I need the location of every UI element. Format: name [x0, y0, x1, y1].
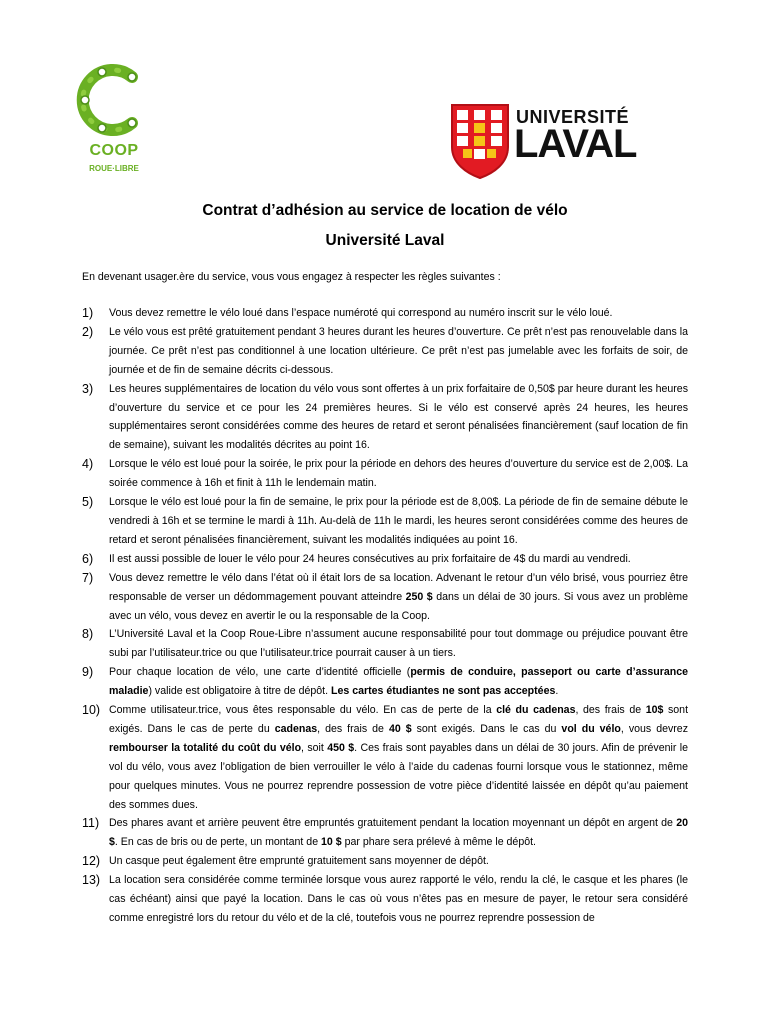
rule-text: , des frais de: [575, 704, 646, 717]
coop-roue-libre-logo: [74, 60, 154, 180]
rule-text: Le vélo vous est prêté gratuitement pendant 3 heures durant les heures d’ouverture. Ce prêt n’est pas renouvelable dans la journée. Ce prêt n’est pas conditionnel à une location ultérieure. Ce prêt n’est pas jumelable avec les forfaits de soir, de journée et de fin de semaine décrits ci-dessous.: [109, 325, 688, 376]
bike-chain-logo-icon: [74, 60, 154, 140]
rule-number: 7): [82, 570, 94, 585]
rule-item: [82, 493, 688, 550]
rule-number: 3): [82, 381, 94, 396]
coop-logo-word: COOP: [89, 142, 139, 159]
shield-crest-icon: [450, 103, 510, 179]
rule-emphasis: 40 $: [388, 722, 412, 735]
rule-text: Comme utilisateur.trice, vous êtes responsable du vélo. En cas de perte de la: [109, 704, 497, 717]
rule-emphasis: rembourser la totalité du coût du vélo: [109, 741, 302, 754]
rule-item: [82, 814, 688, 852]
rule-item: [82, 701, 688, 814]
rule-text: par phare sera prélevé à même le dépôt.: [341, 836, 536, 849]
ul-logo-word1: UNIVERSITÉ: [516, 107, 630, 127]
intro-text: En devenant usager.ère du service, vous vous engagez à respecter les règles suivantes :: [82, 271, 501, 283]
rule-text: Il est aussi possible de louer le vélo pour 24 heures consécutives au prix forfaitaire de 4$ du mardi au vendredi.: [109, 552, 631, 565]
rule-text: , vous devrez: [620, 722, 688, 735]
rule-number: 10): [82, 703, 101, 718]
rule-text: Lorsque le vélo est loué pour la fin de semaine, le prix pour la période est de 8,00$. La période de fin de semaine débute le vendredi à 16h et se termine le mardi à 11h. Au-delà de 11h le mardi, les heures seront considérées comme des heures de retard et seront pénalisées financièrement, suivant les modalités indiquées au point 16.: [109, 496, 688, 546]
rule-text: , des frais de: [317, 722, 389, 735]
rule-number: 12): [82, 854, 101, 869]
rule-number: 13): [82, 873, 101, 888]
rule-emphasis: permis de conduire, passeport ou carte d’assurance maladie: [109, 666, 688, 698]
rule-text: Un casque peut également être emprunté gratuitement sans moyenner de dépôt.: [109, 855, 489, 868]
rule-text: , soit: [301, 741, 328, 754]
rule-text: Des phares avant et arrière peuvent être empruntés gratuitement pendant la location moyennant un dépôt en argent de: [109, 817, 677, 830]
rule-number: 4): [82, 457, 94, 472]
rule-text: ) valide est obligatoire à titre de dépôt.: [148, 685, 332, 698]
rule-text: sont exigés. Dans le cas du: [411, 722, 562, 735]
rule-text: dans un délai de 30 jours. Si vous avez un problème avec un vélo, vous devez en avertir le ou la responsable de la Coop.: [109, 590, 688, 622]
rules-list: [82, 304, 688, 928]
rule-number: 6): [82, 551, 94, 566]
rule-emphasis: cadenas: [274, 722, 318, 735]
document-title: Contrat d’adhésion au service de location de vélo: [202, 202, 568, 219]
rule-text: sont exigés. Dans le cas de perte du: [109, 704, 689, 735]
rule-text: Les heures supplémentaires de location du vélo vous sont offertes à un prix forfaitaire de 0,50$ par heure durant les heures d’ouverture du service et ce pour les 24 premières heures. Si le vélo est conservé après 24 heures, les heures supplémentaires seront considérées comme des heures de retard et seront pénalisées financièrement (sauf location de fin de semaine), suivant les modalités décrites au point 16.: [109, 382, 688, 452]
rule-item: [82, 550, 688, 569]
rule-number: 1): [82, 306, 94, 320]
rule-item: [82, 663, 688, 701]
rule-text: . Ces frais sont payables dans un délai de 30 jours. Afin de prévenir le vol du vélo, vous avez l’obligation de bien verrouiller le vélo à l’aide du cadenas fourni lorsque vous le stationnez, même pour quelques minutes. Vous ne pourrez reprendre possession de votre pièce d’identité laissée en dépôt qu’au paiement des sommes dues.: [109, 741, 688, 811]
rule-item: [82, 871, 688, 928]
rule-number: 5): [82, 495, 94, 510]
rule-item: [82, 852, 688, 871]
rule-emphasis: vol du vélo: [561, 722, 621, 735]
rule-item: [82, 625, 688, 663]
rule-text: Vous devez remettre le vélo loué dans l’espace numéroté qui correspond au numéro inscrit sur le vélo loué.: [109, 307, 613, 319]
rule-emphasis: 20 $: [109, 817, 688, 849]
rule-item: [82, 380, 688, 456]
rule-text: Pour chaque location de vélo, une carte d’identité officielle (: [109, 666, 411, 679]
rule-text: L’Université Laval et la Coop Roue-Libre n’assument aucune responsabilité pour tout dommage ou préjudice pouvant être subi par l’utilisateur.trice ou que l’utilisateur.trice pourrait causer à un tiers.: [109, 628, 688, 660]
rule-text: .: [555, 685, 559, 698]
rule-item: [82, 304, 688, 323]
rule-emphasis: 10$: [645, 704, 664, 717]
universite-laval-logo: [450, 103, 637, 179]
coop-logo-subtitle: ROUE·LIBRE: [89, 164, 139, 173]
rule-number: 8): [82, 627, 94, 642]
rule-emphasis: 250 $: [405, 590, 433, 603]
rule-number: 2): [82, 324, 94, 339]
rule-item: [82, 455, 688, 493]
document-subtitle: Université Laval: [325, 232, 445, 249]
rule-item: [82, 569, 688, 626]
rule-emphasis: 10 $: [321, 836, 342, 849]
ul-logo-word2: LAVAL: [514, 122, 637, 166]
rule-emphasis: Les cartes étudiantes ne sont pas acceptées: [331, 685, 556, 698]
rule-text: La location sera considérée comme terminée lorsque vous aurez rapporté le vélo, rendu la clé, le casque et les phares (le cas échéant) ainsi que payé la location. Dans le cas où vous n’êtes pas en mesure de payer, le retour sera considéré comme enregistré lors du retour du vélo et de la clé, toutefois vous ne pourrez reprendre possession de: [109, 874, 688, 924]
rule-number: 11): [82, 816, 100, 831]
rule-number: 9): [82, 665, 94, 680]
rule-emphasis: 450 $: [327, 741, 355, 754]
rule-emphasis: clé du cadenas: [496, 704, 576, 717]
rule-text: Vous devez remettre le vélo dans l’état où il était lors de sa location. Advenant le retour d’un vélo brisé, vous pourriez être responsable de verser un dédommagement pouvant atteindre: [109, 571, 688, 603]
rule-item: [82, 323, 688, 380]
rule-text: . En cas de bris ou de perte, un montant de: [114, 836, 322, 849]
rule-text: Lorsque le vélo est loué pour la soirée, le prix pour la période en dehors des heures d’ouverture du service est de 2,00$. La soirée commence à 16h et finit à 11h le lendemain matin.: [109, 458, 688, 490]
